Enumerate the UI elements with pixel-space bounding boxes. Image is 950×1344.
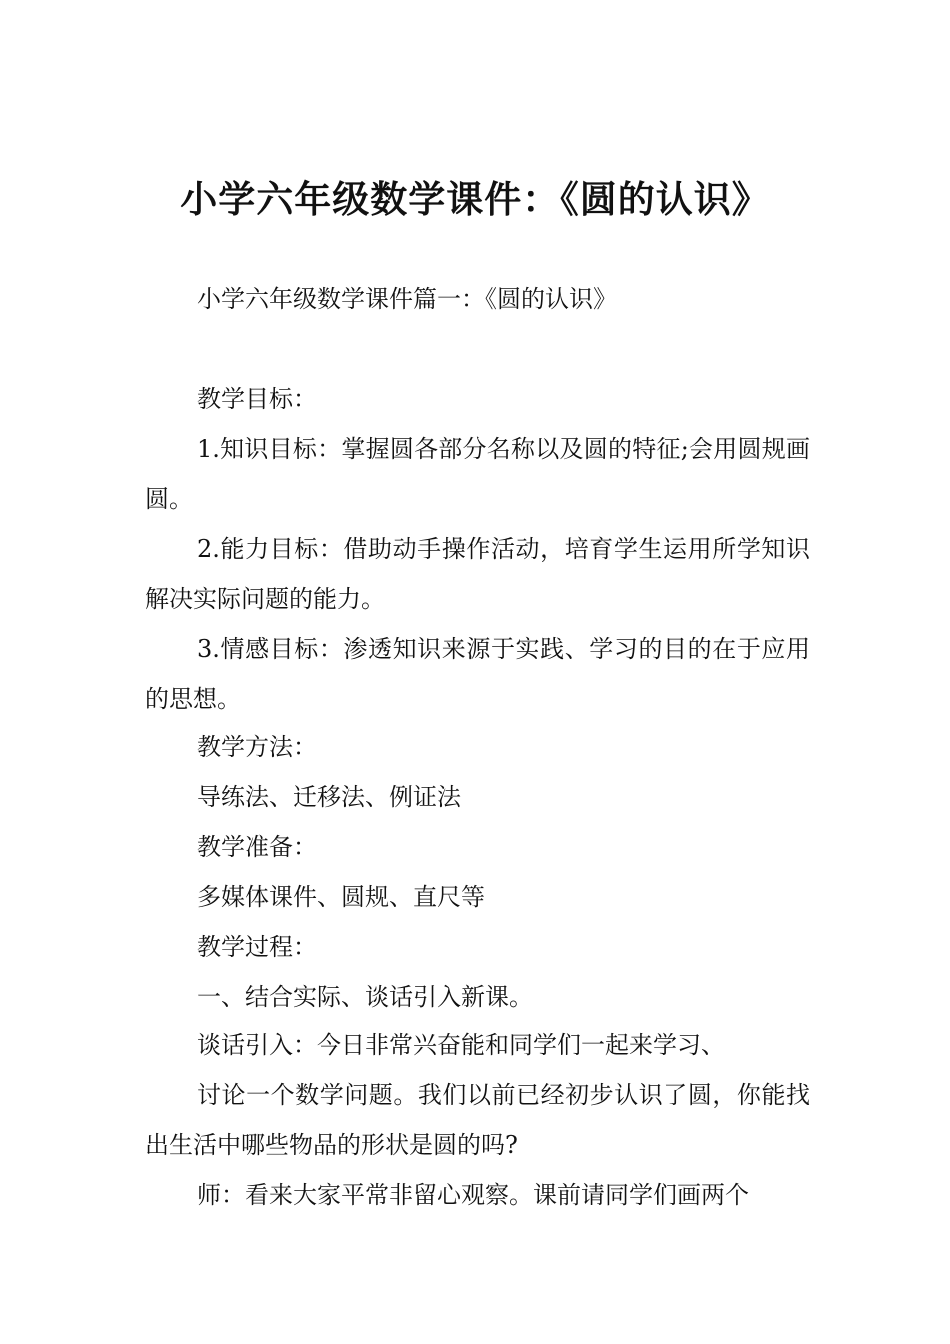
paragraph: 教学目标： [197,385,317,413]
paragraph: 教学过程： [197,933,317,961]
paragraph: 一、结合实际、谈话引入新课。 [197,983,533,1011]
paragraph: 谈话引入：今日非常兴奋能和同学们一起来学习、 [197,1031,725,1059]
paragraph: 讨论一个数学问题。我们以前已经初步认识了圆，你能找出生活中哪些物品的形状是圆的吗? [145,1081,810,1159]
paragraph: 导练法、迁移法、例证法 [197,783,461,811]
document-title: 小学六年级数学课件：《圆的认识》 [180,178,770,221]
paragraph: 多媒体课件、圆规、直尺等 [197,883,485,911]
paragraph: 教学方法： [197,733,317,761]
paragraph: 3.情感目标：渗透知识来源于实践、学习的目的在于应用的思想。 [145,635,810,713]
paragraph: 2.能力目标：借助动手操作活动，培育学生运用所学知识解决实际问题的能力。 [145,535,810,613]
paragraph: 师：看来大家平常非留心观察。课前请同学们画两个 [197,1181,749,1209]
paragraph: 1.知识目标：掌握圆各部分名称以及圆的特征;会用圆规画圆。 [145,435,810,513]
section-heading: 小学六年级数学课件篇一：《圆的认识》 [197,285,617,313]
paragraph: 教学准备： [197,833,317,861]
